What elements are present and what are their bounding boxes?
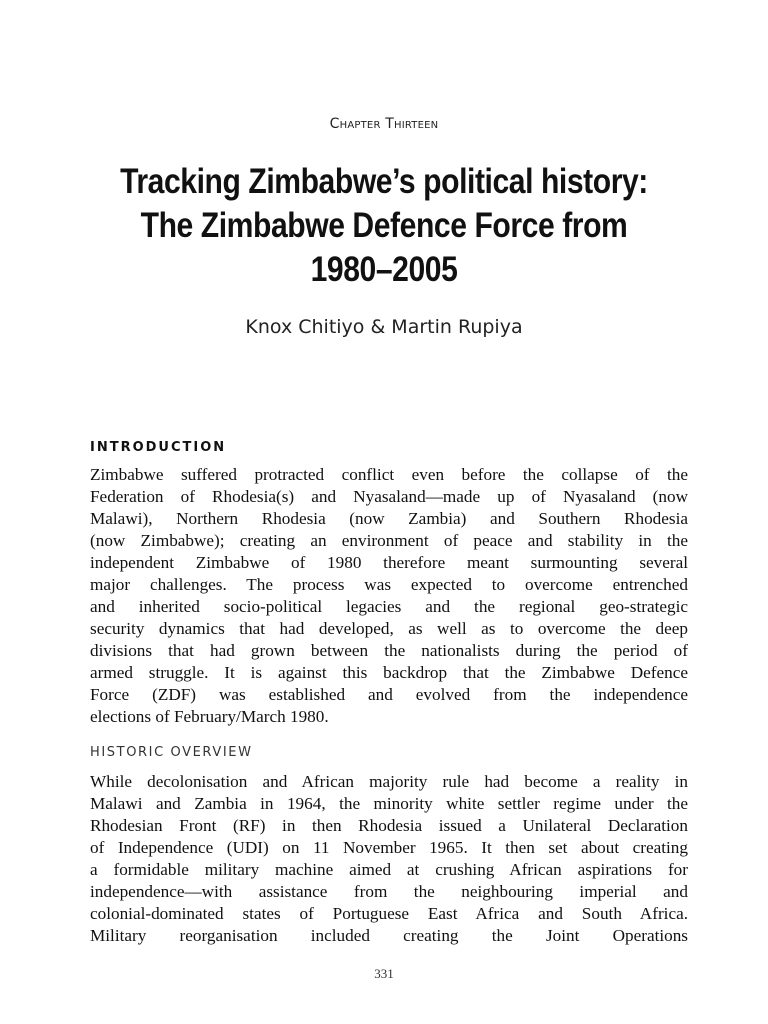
- title-line: Tracking Zimbabwe’s political history:: [120, 162, 648, 201]
- text-line: colonial-dominated states of Portuguese East Africa and South Africa.: [90, 904, 688, 923]
- text-line: (now Zimbabwe); creating an environment of peace and stability in the: [90, 531, 688, 550]
- title-line: 1980–2005: [310, 250, 458, 289]
- text-line: independent Zimbabwe of 1980 therefore meant surmounting several: [90, 553, 688, 572]
- text-line: armed struggle. It is against this backdrop that the Zimbabwe Defence: [90, 663, 688, 682]
- text-line: of Independence (UDI) on 11 November 1965. It then set about creating: [90, 838, 688, 857]
- text-line: Force (ZDF) was established and evolved from the independence: [90, 685, 688, 704]
- section-heading-introduction: INTRODUCTION: [90, 440, 227, 455]
- text-line: elections of February/March 1980.: [90, 707, 329, 726]
- authors: Knox Chitiyo & Martin Rupiya: [245, 316, 523, 338]
- chapter-title: [105, 160, 662, 292]
- section-heading-historic-overview: HISTORIC OVERVIEW: [90, 745, 253, 760]
- text-line: While decolonisation and African majority rule had become a reality in: [90, 772, 688, 791]
- text-line: Rhodesian Front (RF) in then Rhodesia issued a Unilateral Declaration: [90, 816, 688, 835]
- text-line: and inherited socio-political legacies and the regional geo-strategic: [90, 597, 688, 616]
- introduction-paragraph: [90, 464, 688, 728]
- text-line: Military reorganisation included creating the Joint Operations: [90, 926, 688, 945]
- chapter-label: Chapter Thirteen: [329, 116, 439, 132]
- text-line: a formidable military machine aimed at crushing African aspirations for: [90, 860, 688, 879]
- text-line: Malawi and Zambia in 1964, the minority white settler regime under the: [90, 794, 688, 813]
- text-line: security dynamics that had developed, as well as to overcome the deep: [90, 619, 688, 638]
- title-line: The Zimbabwe Defence Force from: [140, 206, 628, 245]
- text-line: Malawi), Northern Rhodesia (now Zambia) and Southern Rhodesia: [90, 509, 688, 528]
- text-line: Zimbabwe suffered protracted conflict even before the collapse of the: [90, 465, 688, 484]
- text-line: Federation of Rhodesia(s) and Nyasaland—made up of Nyasaland (now: [90, 487, 688, 506]
- text-line: divisions that had grown between the nationalists during the period of: [90, 641, 688, 660]
- text-line: major challenges. The process was expected to overcome entrenched: [90, 575, 688, 594]
- page-number: 331: [374, 966, 394, 981]
- historic-overview-paragraph: [90, 771, 688, 947]
- text-line: independence—with assistance from the neighbouring imperial and: [90, 882, 688, 901]
